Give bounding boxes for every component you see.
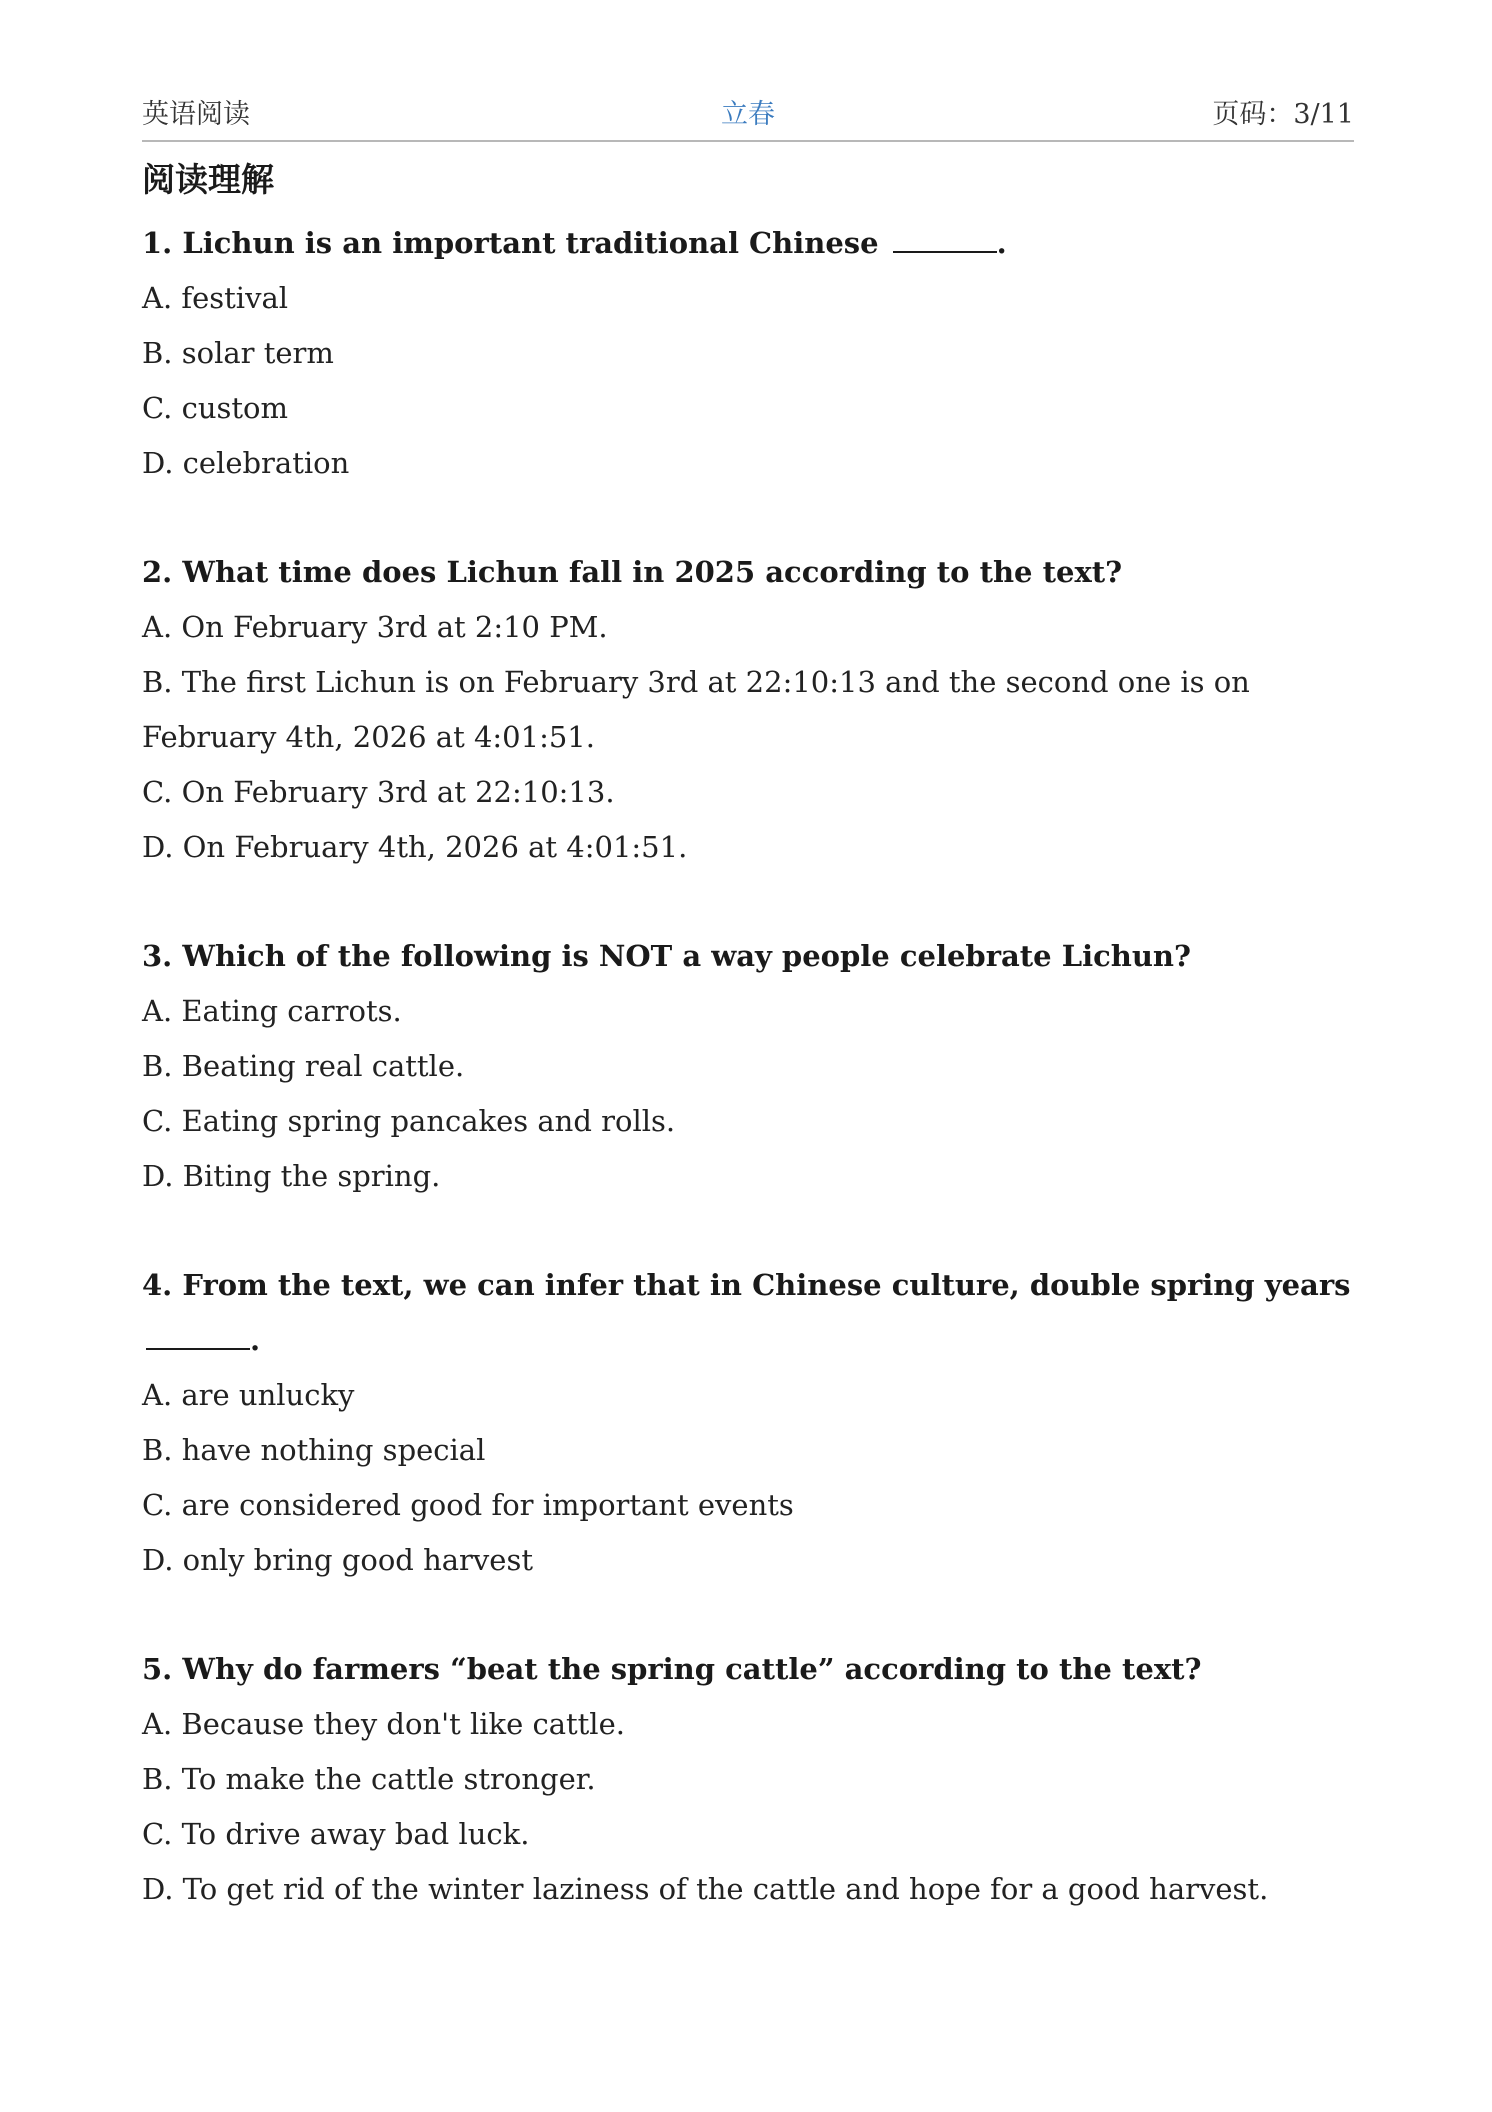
option-b: B. The first Lichun is on February 3rd at 22:10:13 and the second one is on February 4th, 2026 at 4:01:51.	[142, 665, 1250, 754]
option-a: A. festival	[142, 281, 289, 315]
question-stem: 3. Which of the following is NOT a way people celebrate Lichun?	[142, 939, 1192, 973]
question-text: 1. Lichun is an important traditional Chinese	[142, 226, 879, 260]
option-c: C. custom	[142, 391, 289, 425]
question-5	[142, 1642, 1357, 1917]
option-d: D. only bring good harvest	[142, 1543, 534, 1577]
header-page-number: 页码：3/11	[1212, 99, 1354, 130]
question-stem: 2. What time does Lichun fall in 2025 according to the text?	[142, 555, 1123, 589]
answer-blank	[146, 1324, 250, 1350]
option-a: A. On February 3rd at 2:10 PM.	[142, 610, 608, 644]
option-c: C. Eating spring pancakes and rolls.	[142, 1104, 676, 1138]
question-stem	[142, 1258, 1357, 1368]
option-d: D. To get rid of the winter laziness of the cattle and hope for a good harvest.	[142, 1872, 1269, 1906]
header-subject: 英语阅读	[142, 99, 250, 130]
question-list	[142, 216, 1357, 1971]
option-b: B. Beating real cattle.	[142, 1049, 465, 1083]
option-a: A. are unlucky	[142, 1378, 355, 1412]
question-4	[142, 1258, 1357, 1588]
question-stem: 5. Why do farmers “beat the spring cattle” according to the text?	[142, 1652, 1202, 1686]
question-3	[142, 929, 1357, 1204]
option-b: B. have nothing special	[142, 1433, 486, 1467]
header-topic: 立春	[721, 99, 775, 130]
option-c: C. are considered good for important events	[142, 1488, 794, 1522]
option-d: D. celebration	[142, 446, 350, 480]
option-c: C. To drive away bad luck.	[142, 1817, 530, 1851]
stem-end: .	[996, 226, 1007, 260]
page-header	[142, 92, 1354, 132]
question-1	[142, 216, 1357, 491]
question-stem	[142, 216, 1357, 271]
option-b: B. solar term	[142, 336, 334, 370]
option-d: D. Biting the spring.	[142, 1159, 441, 1193]
section-title: 阅读理解	[142, 160, 274, 199]
header-divider	[142, 140, 1354, 142]
answer-blank	[893, 227, 997, 253]
option-c: C. On February 3rd at 22:10:13.	[142, 775, 615, 809]
stem-end: .	[250, 1323, 261, 1357]
question-2	[142, 545, 1357, 875]
option-a: A. Because they don't like cattle.	[142, 1707, 625, 1741]
option-b: B. To make the cattle stronger.	[142, 1762, 596, 1796]
question-text: 4. From the text, we can infer that in Chinese culture, double spring years	[142, 1268, 1351, 1302]
option-a: A. Eating carrots.	[142, 994, 402, 1028]
option-d: D. On February 4th, 2026 at 4:01:51.	[142, 830, 688, 864]
